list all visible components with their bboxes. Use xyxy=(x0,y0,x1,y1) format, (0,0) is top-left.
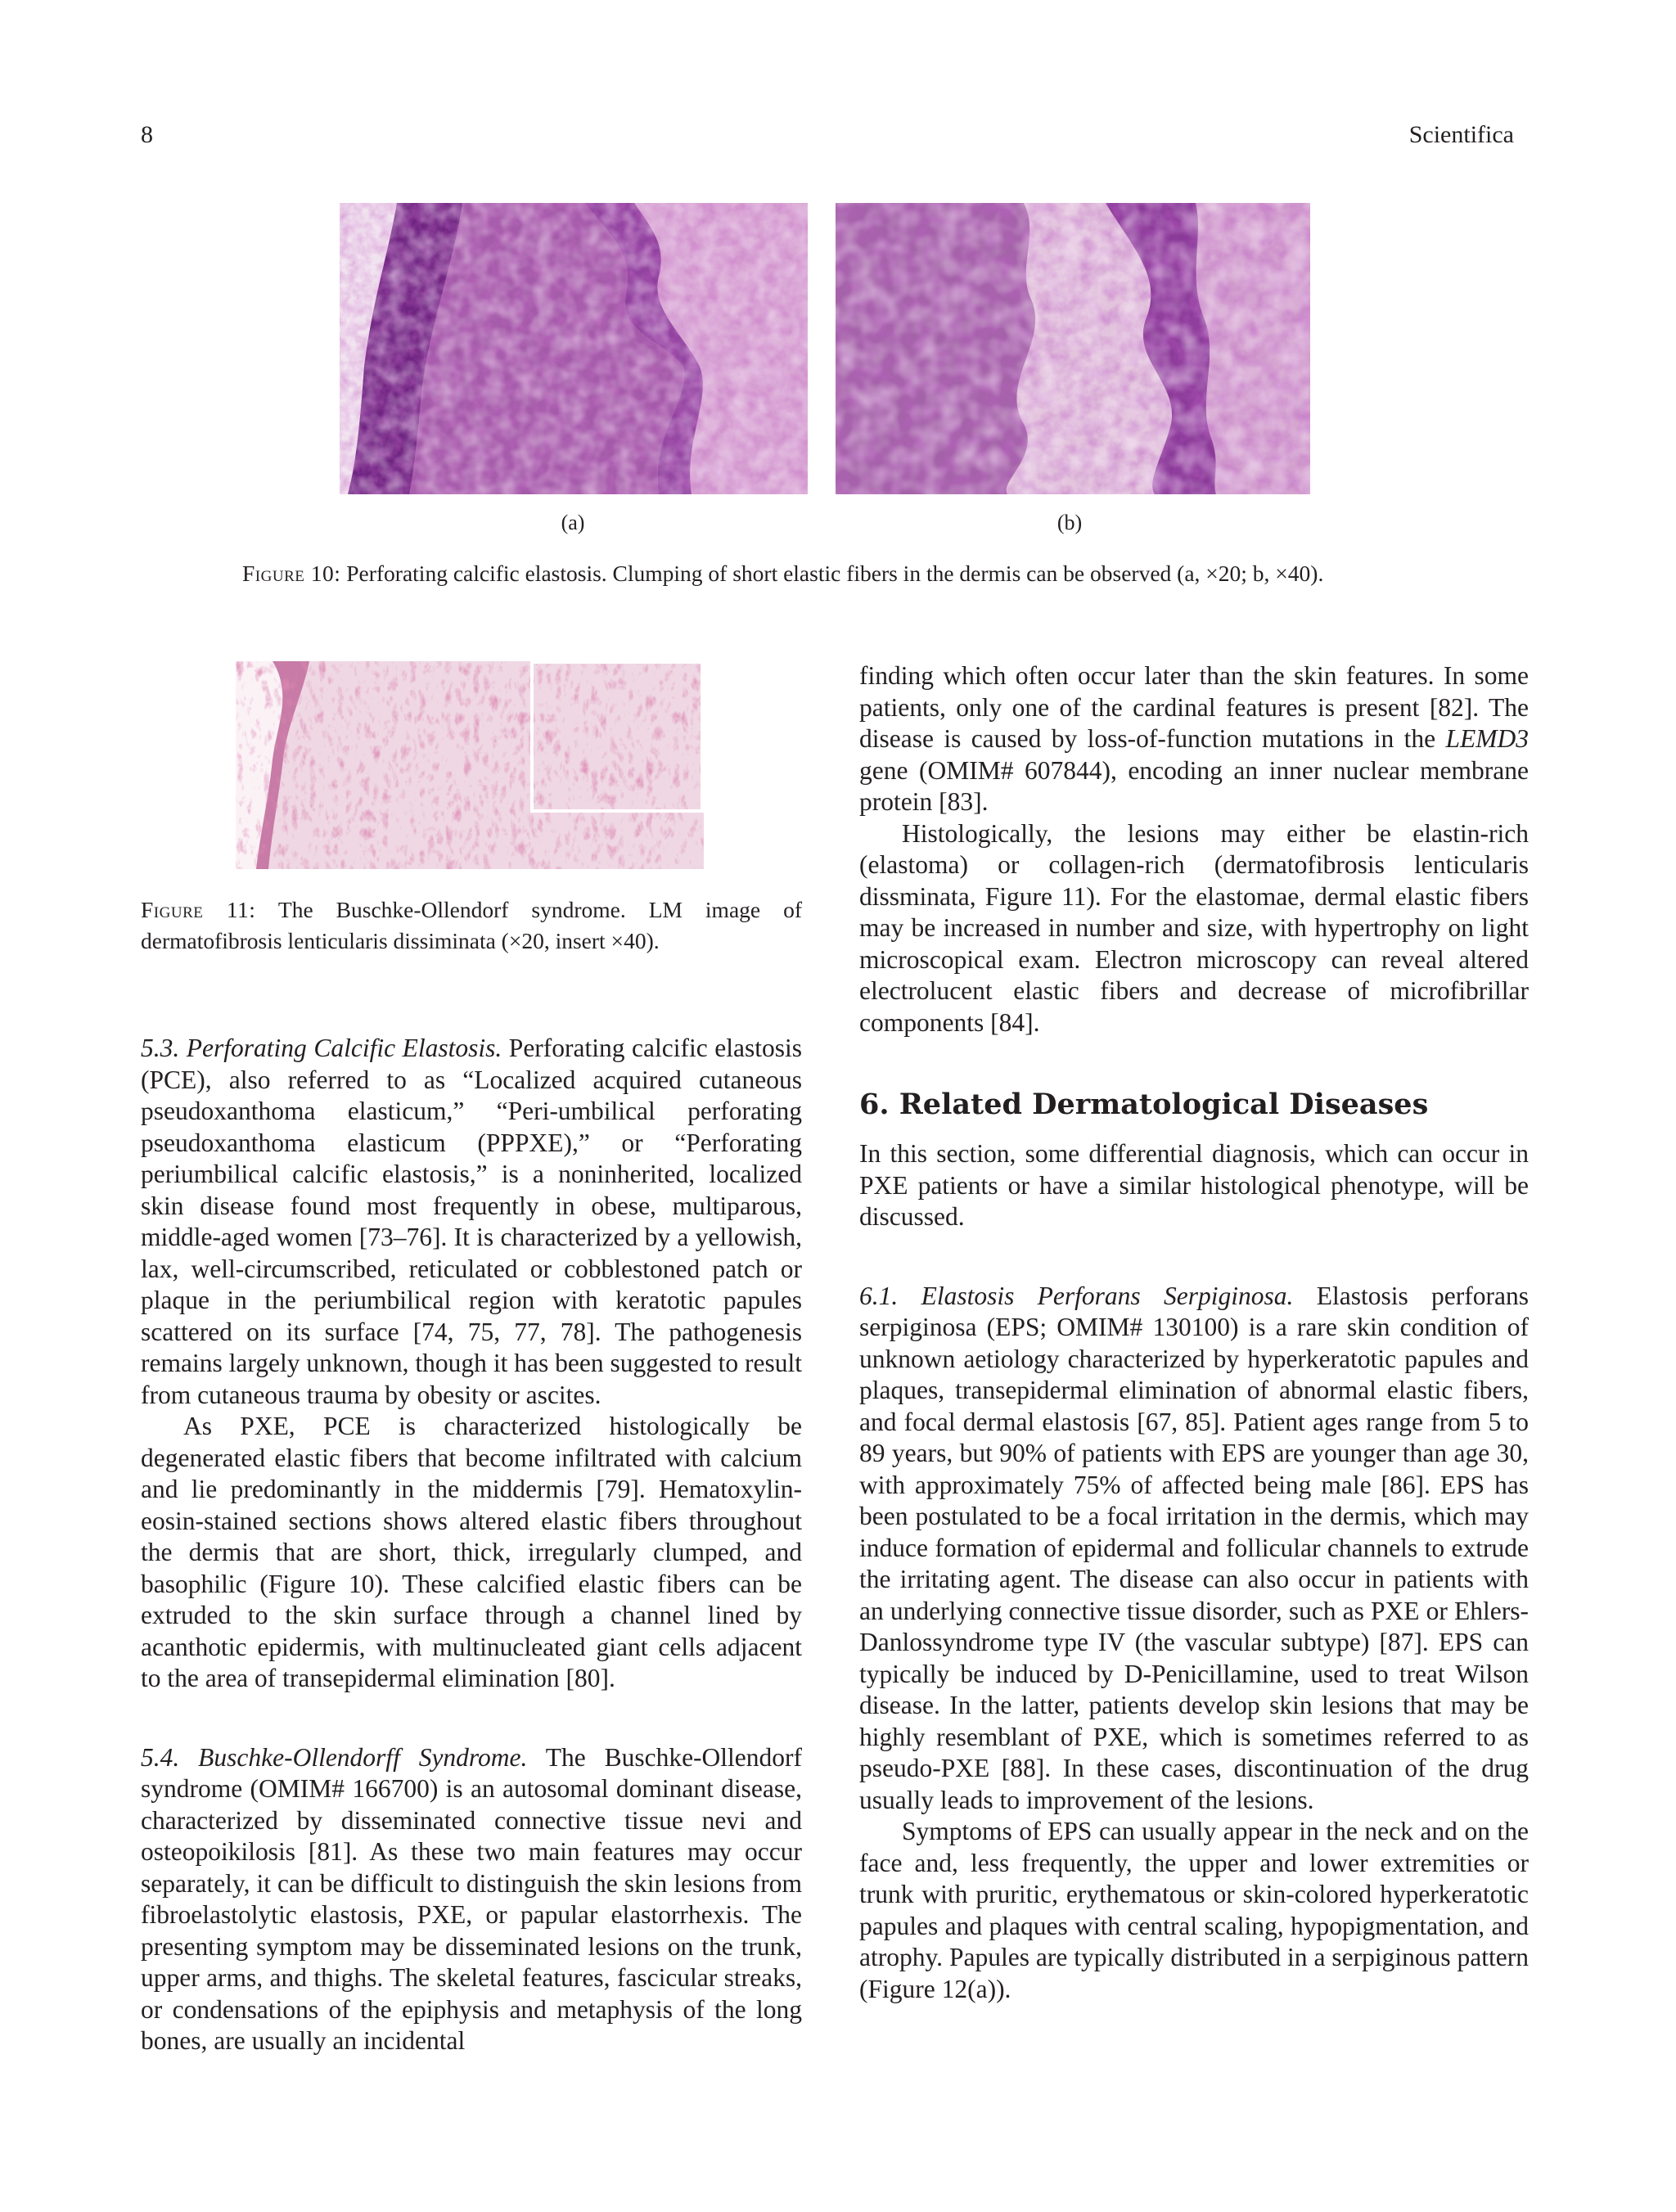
figure-10-caption xyxy=(242,558,1519,589)
gene-name: LEMD3 xyxy=(1445,724,1529,753)
section-5-3-paragraph-2: As PXE, PCE is characterized histologically be degenerated elastic fibers that become infiltrated with calcium and lie predominantly in the middermis [79]. Hematoxylin-eosin-stained sections shows altered elastic fibers throughout the dermis that are short, thick, irregularly clumped, and basophilic (Figure 10). These calcified elastic fibers can be extruded to the skin surface through a channel lined by acanthotic epidermis, with multinucleated giant cells adjacent to the area of transepidermal elimination [80]. xyxy=(141,1412,802,1692)
figure-11-image xyxy=(236,661,704,869)
section-5-3-paragraph-1: Perforating calcific elastosis (PCE), also referred to as “Localized acquired cutaneous pseudoxanthoma elasticum,” “Peri-umbilical perforating pseudoxanthoma elasticum (PPPXE),” or “Perforating periumbilical calcific elastosis,” is a noninherited, localized skin disease found most frequently in obese, multiparous, middle-aged women [73–76]. It is characterized by a yellowish, lax, well-circumscribed, reticulated or cobblestoned patch or plaque in the periumbilical region with keratotic papules scattered on its surface [74, 75, 77, 78]. The pathogenesis remains largely unknown, though it has been suggested to result from cutaneous trauma by obesity or ascites. xyxy=(141,1034,802,1409)
section-6-heading: 6. Related Dermatological Diseases xyxy=(859,1088,1429,1121)
section-5-4-paragraph-1: The Buschke-Ollendorf syndrome (OMIM# 166700) is an autosomal dominant disease, characterized by disseminated connective tissue nevi and osteopoikilosis [81]. As these two main features may occur separately, it can be difficult to distinguish the skin lesions from fibroelastolytic elastosis, PXE, or papular elastorrhexis. The presenting symptom may be disseminated lesions on the trunk, upper arms, and thighs. The skeletal features, fascicular streaks, or condensations of the epiphysis and metaphysis of the long bones, are usually an incidental xyxy=(141,1742,803,2055)
histology-paragraph: Histologically, the lesions may either be elastin-rich (elastoma) or collagen-rich (dermatofibrosis lenticularis dissminata, Figure 11). For the elastomae, dermal elastic fibers may be increased in number and size, with hypertrophy on light microscopical exam. Electron microscopy can reveal altered electrolucent elastic fibers and decrease of microfibrillar components [84]. xyxy=(859,818,1529,1037)
figure-11-caption-label: Figure 11: xyxy=(141,897,256,922)
section-5-4-heading: 5.4. Buschke-Ollendorff Syndrome. xyxy=(141,1742,528,1772)
section-5-3 xyxy=(141,1033,802,1411)
section-6-1 xyxy=(859,1281,1529,1817)
figure-10b-label: (b) xyxy=(1057,511,1083,534)
left-column xyxy=(141,1033,802,2057)
section-5-4 xyxy=(141,1742,802,2057)
figure-11-caption xyxy=(141,894,802,957)
figure-10b-image xyxy=(836,203,1310,494)
section-6-intro: In this section, some differential diagnosis, which can occur in PXE patients or have a similar histological phenotype, will be discussed. xyxy=(859,1139,1529,1231)
page-number: 8 xyxy=(141,121,153,148)
figure-10a-label: (a) xyxy=(561,511,585,534)
section-6-1-paragraph-1: Elastosis perforans serpiginosa (EPS; OMIM# 130100) is a rare skin condition of unknown aetiology characterized by hyperkeratotic papules and plaques, transepidermal elimination of abnormal elastic fibers, and focal dermal elastosis [67, 85]. Patient ages range from 5 to 89 years, but 90% of patients with EPS are younger than age 30, with approximately 75% of affected being male [86]. EPS has been postulated to be a focal irritation in the dermis, which may induce formation of epidermal and follicular channels to extrude the irritating agent. The disease can also occur in patients with an underlying connective tissue disorder, such as PXE or Ehlers-Danlossyndrome type IV (the vascular subtype) [87]. EPS can typically be induced by D-Penicillamine, used to treat Wilson disease. In the latter, patients develop skin lesions that may be highly resemblant of PXE, which is sometimes referred to as pseudo-PXE [88]. In these cases, discontinuation of the drug usually leads to improvement of the lesions. xyxy=(859,1281,1529,1814)
figure-10a-image xyxy=(340,203,808,494)
right-column xyxy=(859,660,1529,2005)
figure-10-caption-label: Figure 10: xyxy=(242,561,341,586)
section-5-4-continuation: finding which often occur later than the skin features. In some patients, only one of the cardinal features is present [82]. The disease is caused by loss-of-function mutations in the LEMD3 gene (OMIM# 607844), encoding an inner nuclear membrane protein [83]. xyxy=(859,661,1529,816)
section-6-1-heading: 6.1. Elastosis Perforans Serpiginosa. xyxy=(859,1281,1294,1310)
journal-name: Scientifica xyxy=(1408,121,1514,148)
figure-11-caption-text: The Buschke-Ollendorf syndrome. LM image of dermatofibrosis lenticularis dissiminata (×20, insert ×40). xyxy=(141,897,802,953)
section-5-3-heading: 5.3. Perforating Calcific Elastosis. xyxy=(141,1034,502,1062)
section-6-1-paragraph-2: Symptoms of EPS can usually appear in the neck and on the face and, less frequently, the upper and lower extremities or trunk with pruritic, erythematous or skin-colored hyperkeratotic papules and plaques with central scaling, hypopigmentation, and atrophy. Papules are typically distributed in a serpiginous pattern (Figure 12(a)). xyxy=(859,1817,1529,2003)
figure-10-caption-text: Perforating calcific elastosis. Clumping of short elastic fibers in the dermis can be observed (a, ×20; b, ×40). xyxy=(346,561,1324,586)
